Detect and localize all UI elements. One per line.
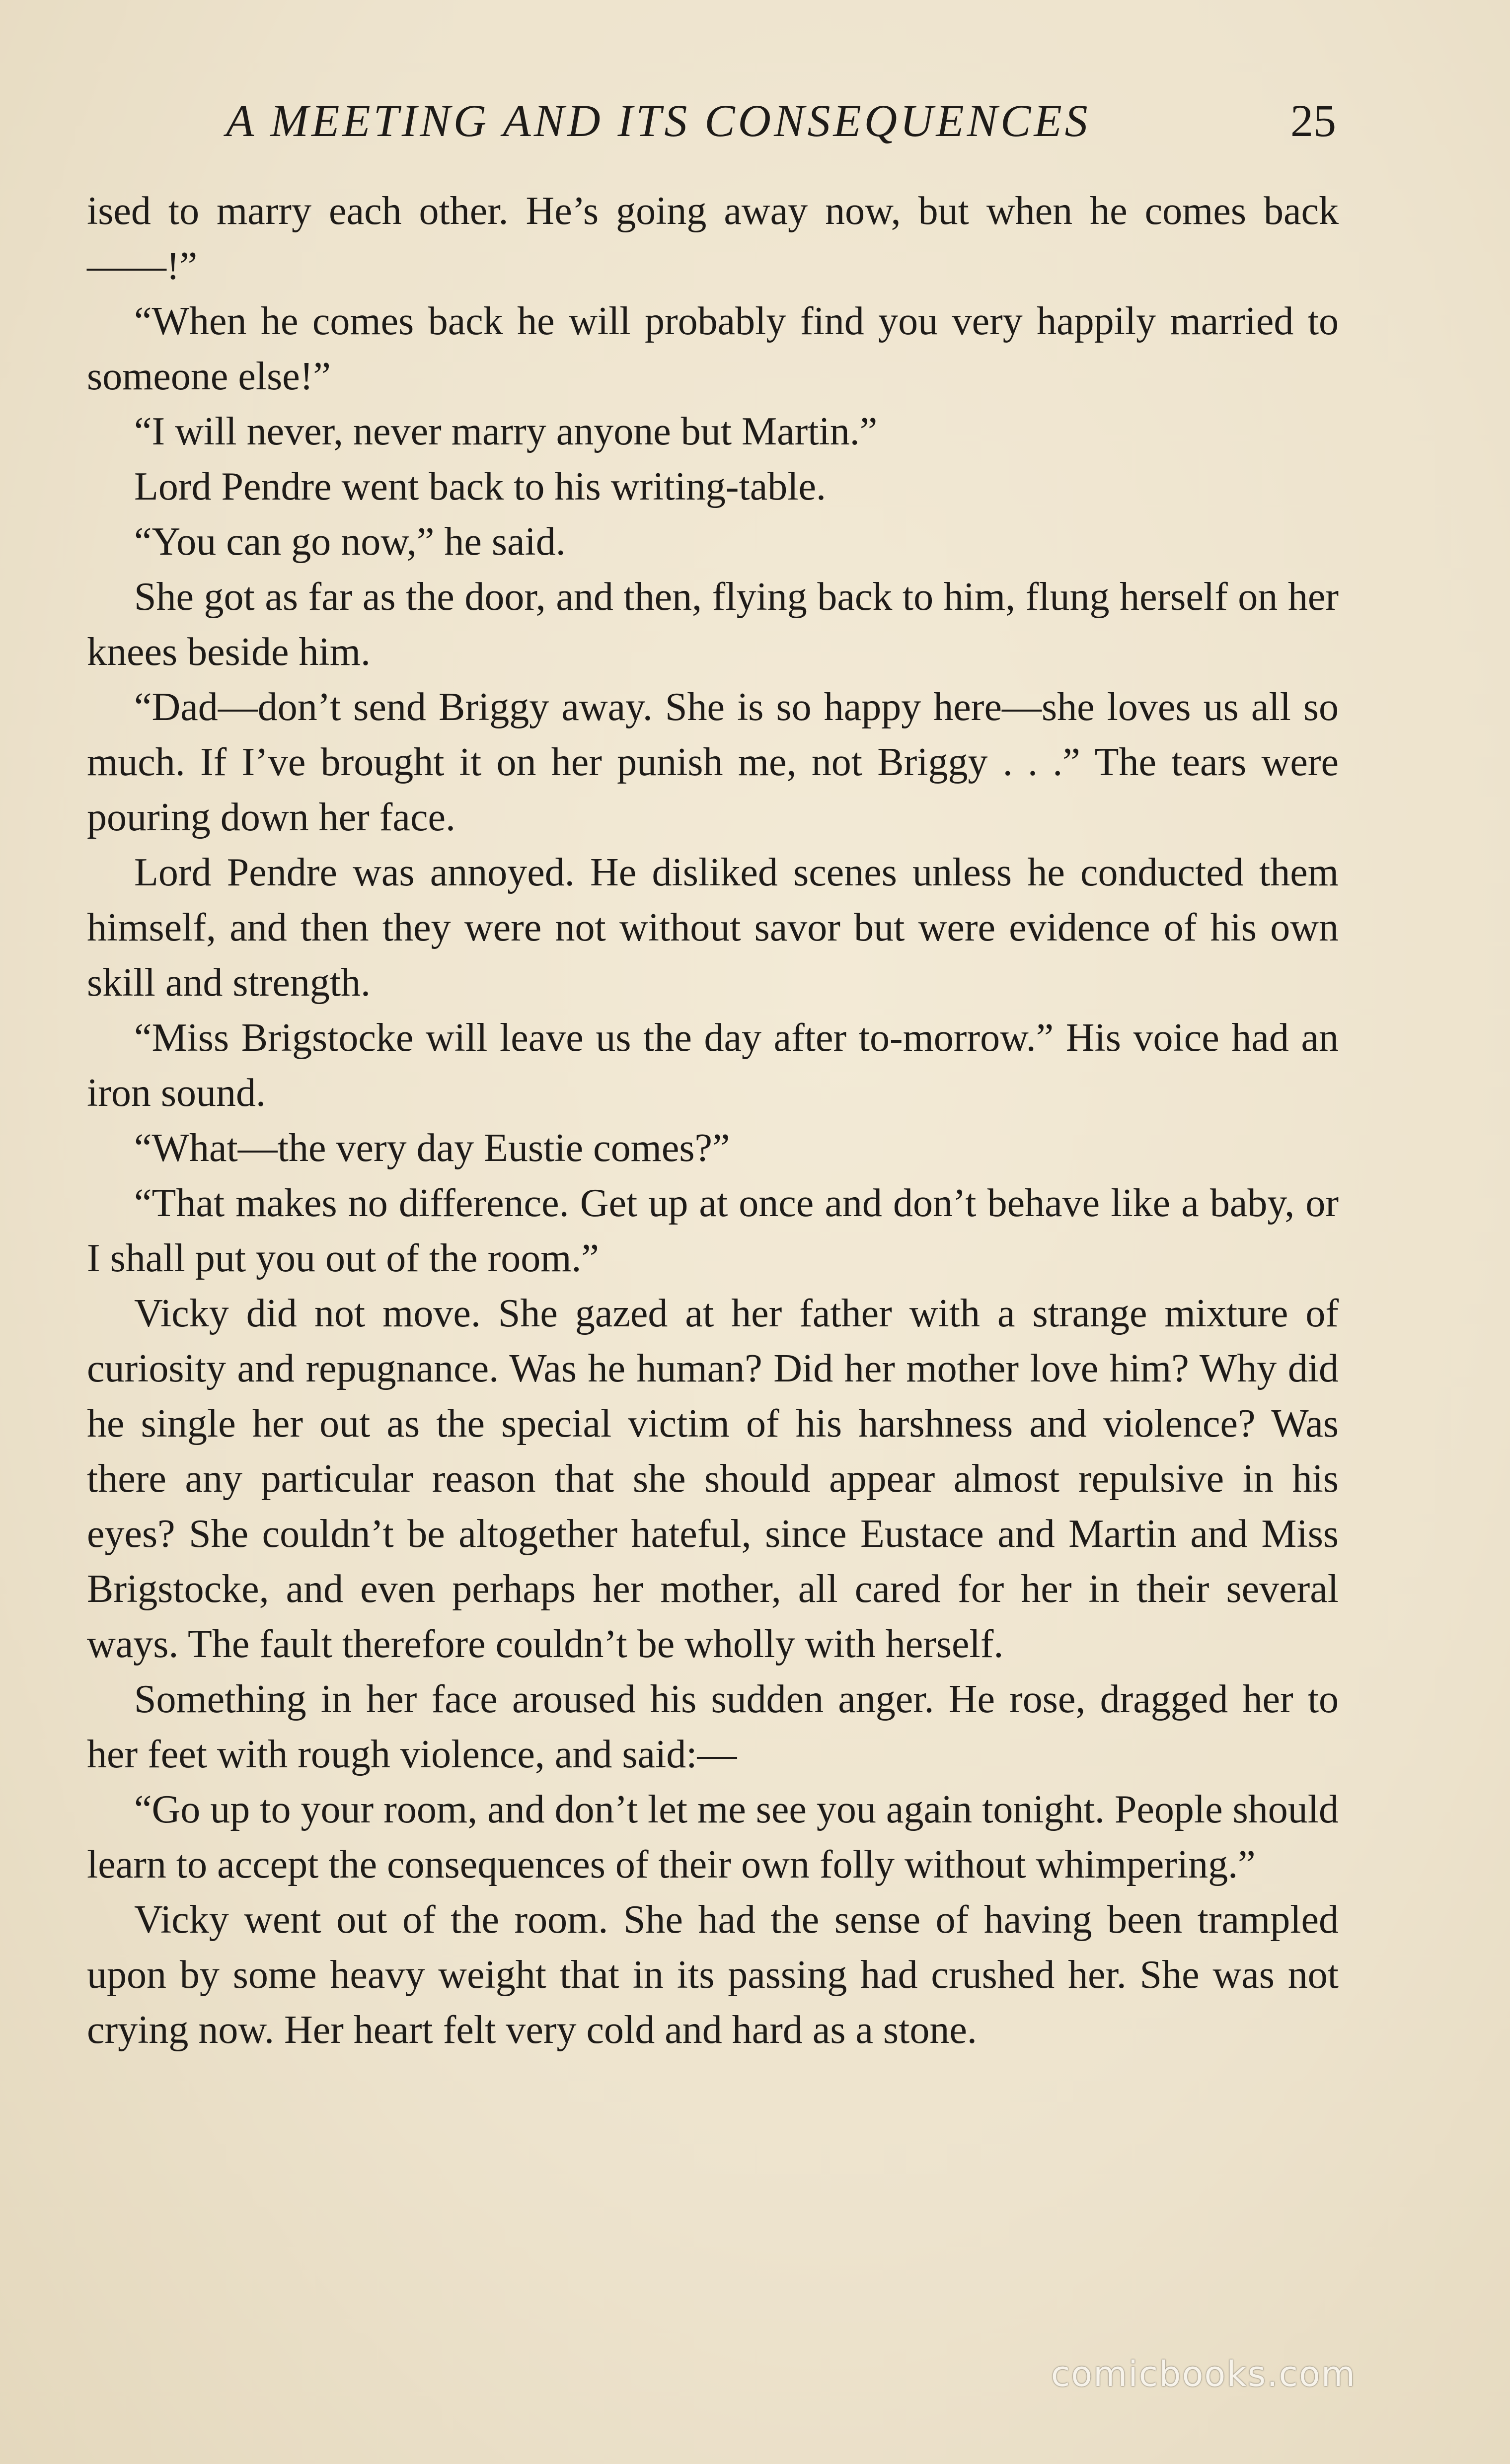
paragraph: Something in her face aroused his sudden anger. He rose, dragged her to her feet with rough violence, and said:— [87, 1677, 1339, 1776]
page-number: 25 [1290, 95, 1336, 146]
watermark: comicbooks.com [1051, 2354, 1356, 2394]
paragraph: Vicky did not move. She gazed at her father with a strange mixture of curiosity and repugnance. Was he human? Did her mother love him? Why did he single her out as the special victim of his harshness and violence? Was there any particular reason that she should appear almost repulsive in his eyes? She couldn’t be altogether hateful, since Eustace and Martin and Miss Brigstocke, and even perhaps her mother, all cared for her in their several ways. The fault therefore couldn’t be wholly with herself. [87, 1292, 1339, 1666]
paragraph: “When he comes back he will probably find you very happily married to someone else!” [87, 299, 1339, 398]
paragraph: Lord Pendre went back to his writing-table. [134, 465, 826, 508]
paragraph: Lord Pendre was annoyed. He disliked scenes unless he conducted them himself, and then they were not without savor but were evidence of his own skill and strength. [87, 851, 1339, 1005]
paragraph: Vicky went out of the room. She had the sense of having been trampled upon by some heavy weight that in its passing had crushed her. She was not crying now. Her heart felt very cold and hard as a stone. [87, 1898, 1339, 2052]
paragraph: “I will never, never marry anyone but Martin.” [134, 410, 878, 453]
paragraph: “Dad—don’t send Briggy away. She is so happy here—she loves us all so much. If I’ve brought it on her punish me, not Briggy . . .” The tears were pouring down her face. [87, 685, 1339, 839]
paragraph: “Go up to your room, and don’t let me see you again tonight. People should learn to accept the consequences of their own folly without whimpering.” [87, 1788, 1339, 1886]
paragraph: She got as far as the door, and then, flying back to him, flung herself on her knees beside him. [87, 575, 1339, 674]
paragraph: “What—the very day Eustie comes?” [134, 1126, 730, 1170]
paragraph: “That makes no difference. Get up at once and don’t behave like a baby, or I shall put you out of the room.” [87, 1181, 1339, 1280]
paragraph-continuation: ised to marry each other. He’s going away now, but when he comes back——!” [87, 189, 1339, 288]
paragraph: “You can go now,” he said. [134, 520, 566, 564]
running-title: A MEETING AND ITS CONSEQUENCES [226, 95, 1091, 146]
paragraph: “Miss Brigstocke will leave us the day after to-morrow.” His voice had an iron sound. [87, 1016, 1339, 1115]
page-header [87, 74, 1336, 159]
body-text [87, 184, 1339, 2058]
